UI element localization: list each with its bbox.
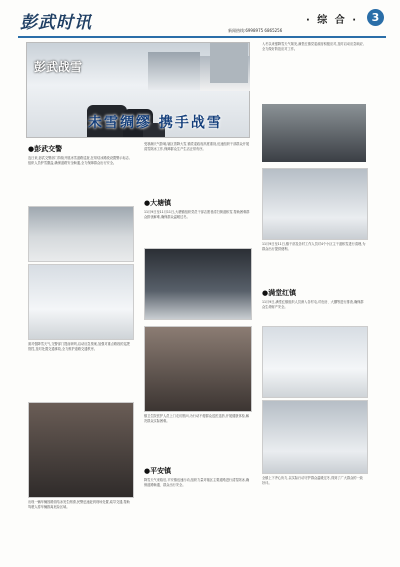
photo-snow-car [144,248,252,320]
article-text: 受寒潮天气影响,辖区普降大雪,镇党委政府高度重视,迅速组织干部群众开展清雪除冰工作,保障群众生产生活正常有序。 [144,142,250,151]
article-text: 全镇上下齐心协力,以实际行动守护群众温暖过冬,得到了广大群众的一致好评。 [262,476,363,485]
article-text: 连日来,彭武交警部门持续开展冰雪道路巡查,在易结冰路段设置警示标志,组织人员铲雪撒盐,确保道路安全畅通,全力保障群众出行安全。 [28,156,130,165]
photo-traffic-police [28,206,134,262]
article-text: 出现一辆车辆因路面结冰发生侧滑,民警迅速赶到现场处置,疏导交通,帮助驾驶人将车辆推离危险区域。 [28,500,130,509]
photo-village-snow [262,326,368,398]
article-text: 入冬以来强降雪天气频发,满堂红镇党委政府积极应对,及时启动应急响应,全力做好防范应对工作。 [262,42,364,51]
section-heading-pingan: ●平安镇 [144,467,172,475]
banner-inset-photo [148,52,200,90]
dateline: 新闻热线:6998975 6865256 [228,28,283,33]
photo-medical-visit [144,326,252,412]
page-number-badge: 3 [367,9,384,26]
banner-inset-photo-3 [210,43,248,83]
photo-officials-meeting [262,104,366,162]
article-text: 11月9日至11日,镇干部及各村工作人员对4个小区主干道积雪进行清理,为群众出行提供便利。 [262,242,366,251]
newspaper-logo: 彭武时讯 [20,13,92,33]
article-text: 镇卫生院医护人员上门走访慰问,为行动不便群众送医送药,开展健康体检,解决群众实际困难。 [144,414,250,423]
article-text: 降雪天气来临后,平安镇迅速行动,组织力量对辖区主要道路进行清雪除冰,确保道路畅通、群众出行安全。 [144,478,250,487]
article-text: 11月9日至11月11日,大塘镇组织党员干部志愿者清扫街道积雪,帮助困难群众排忧解难,确保群众温暖过冬。 [144,210,250,219]
article-text: 面对强降雪天气,交警部门提前研判,启动应急预案,加强对重点路段的巡逻管控,及时处置交通事故,全力维护道路交通秩序。 [28,342,130,351]
photo-snow-workers [262,168,368,240]
banner-label: 彭武战雪 [34,60,83,74]
photo-accident [28,402,134,498]
banner-title: 未雪绸缪 携手战雪 [88,115,223,131]
section-heading-mantanghong: ●满堂红镇 [262,289,297,297]
masthead [18,6,386,38]
article-text: 11月9日,满堂红镇组织人员深入各村屯,对危房、大棚等进行排查,确保群众生命财产安全。 [262,300,364,309]
photo-snow-scene [28,264,134,340]
photo-truck-snow [262,400,368,474]
section-heading-datang: ●大塘镇 [144,199,172,207]
section-label: · 综 合 · [306,15,359,26]
section-heading-traffic: ●彭武交警 [28,145,63,153]
